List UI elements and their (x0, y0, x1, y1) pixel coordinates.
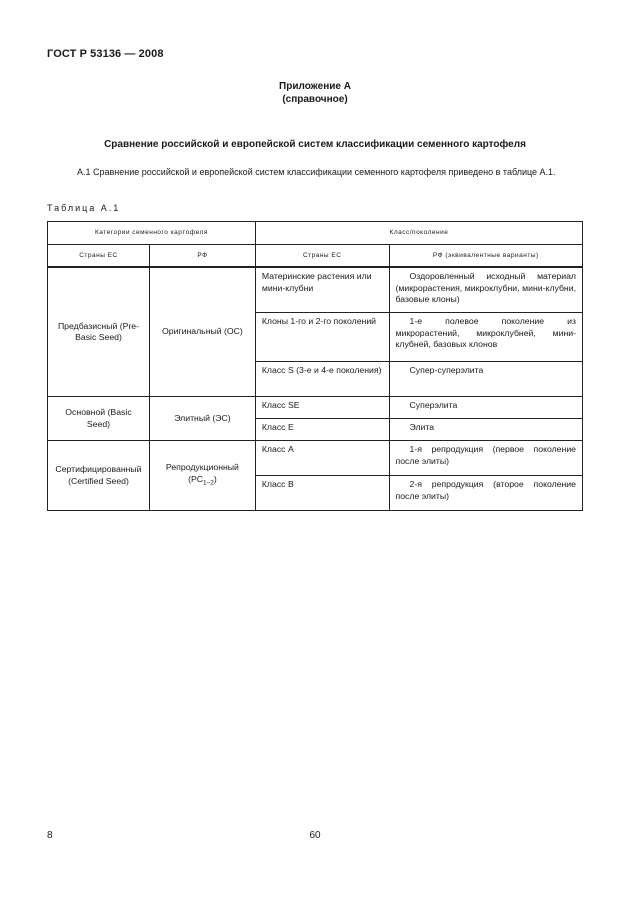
header-class-generation: Класс/поколение (255, 222, 582, 245)
rf-reproduction-code: $(РС_{1-2})$ (188, 473, 217, 487)
table-header-row (48, 222, 583, 245)
header-rf-equivalent: РФ (эквивалентные варианты) (389, 244, 582, 267)
appendix-subtitle: (справочное) (282, 94, 348, 105)
class-rf: Супер-суперэлита (389, 362, 582, 397)
section-title: Сравнение российской и европейской систем классификации семенного картофеля (104, 139, 526, 150)
category-eu-basic: Основной (Basic Seed) (48, 397, 150, 441)
class-eu: Класс S (3-е и 4-е поколения) (255, 362, 389, 397)
class-eu: Класс А (255, 441, 389, 476)
category-rf-original: Оригинальный (ОС) (149, 267, 255, 397)
class-eu: Материнские растения или мини-клубни (255, 267, 389, 313)
appendix-title: Приложение А (279, 81, 351, 92)
class-rf: 2-я репродукция (второе поколение после элиты) (389, 476, 582, 511)
intro-paragraph: А.1 Сравнение российской и европейской систем классификации семенного картофеля приведено в таблице А.1. (77, 167, 556, 177)
class-rf: Суперэлита (389, 397, 582, 419)
appendix-heading (0, 80, 630, 106)
table-subheader-row (48, 244, 583, 267)
header-category: Категории семенного картофеля (48, 222, 256, 245)
class-rf: 1-е полевое поколение из микрорастений, микроклубней, мини-клубней, базовых клонов (389, 313, 582, 362)
table-row (48, 441, 583, 476)
category-eu-prebasic: Предбазисный (Pre-Basic Seed) (48, 267, 150, 397)
class-rf: Элита (389, 419, 582, 441)
category-rf-elite: Элитный (ЭС) (149, 397, 255, 441)
header-eu-countries-class: Страны ЕС (255, 244, 389, 267)
class-eu: Класс В (255, 476, 389, 511)
class-eu: Клоны 1-го и 2-го поколений (255, 313, 389, 362)
category-eu-certified: Сертифицированный (Certified Seed) (48, 441, 150, 511)
table-row (48, 397, 583, 419)
class-eu: Класс SE (255, 397, 389, 419)
page-number-center: 60 (309, 830, 321, 841)
classification-table (47, 221, 583, 511)
document-code: ГОСТ Р 53136 — 2008 (47, 48, 164, 60)
header-eu-countries: Страны ЕС (48, 244, 150, 267)
class-rf: 1-я репродукция (первое поколение после элиты) (389, 441, 582, 476)
category-rf-reproduction (149, 441, 255, 511)
table-caption: Таблица А.1 (47, 203, 121, 213)
page-number-left: 8 (47, 830, 53, 841)
header-rf: РФ (149, 244, 255, 267)
table-row (48, 267, 583, 313)
class-rf: Оздоровленный исходный материал (микрорастения, микроклубни, мини-клубни, базовые клоны) (389, 267, 582, 313)
rf-reproduction-label: Репродукционный (165, 462, 239, 473)
class-eu: Класс Е (255, 419, 389, 441)
